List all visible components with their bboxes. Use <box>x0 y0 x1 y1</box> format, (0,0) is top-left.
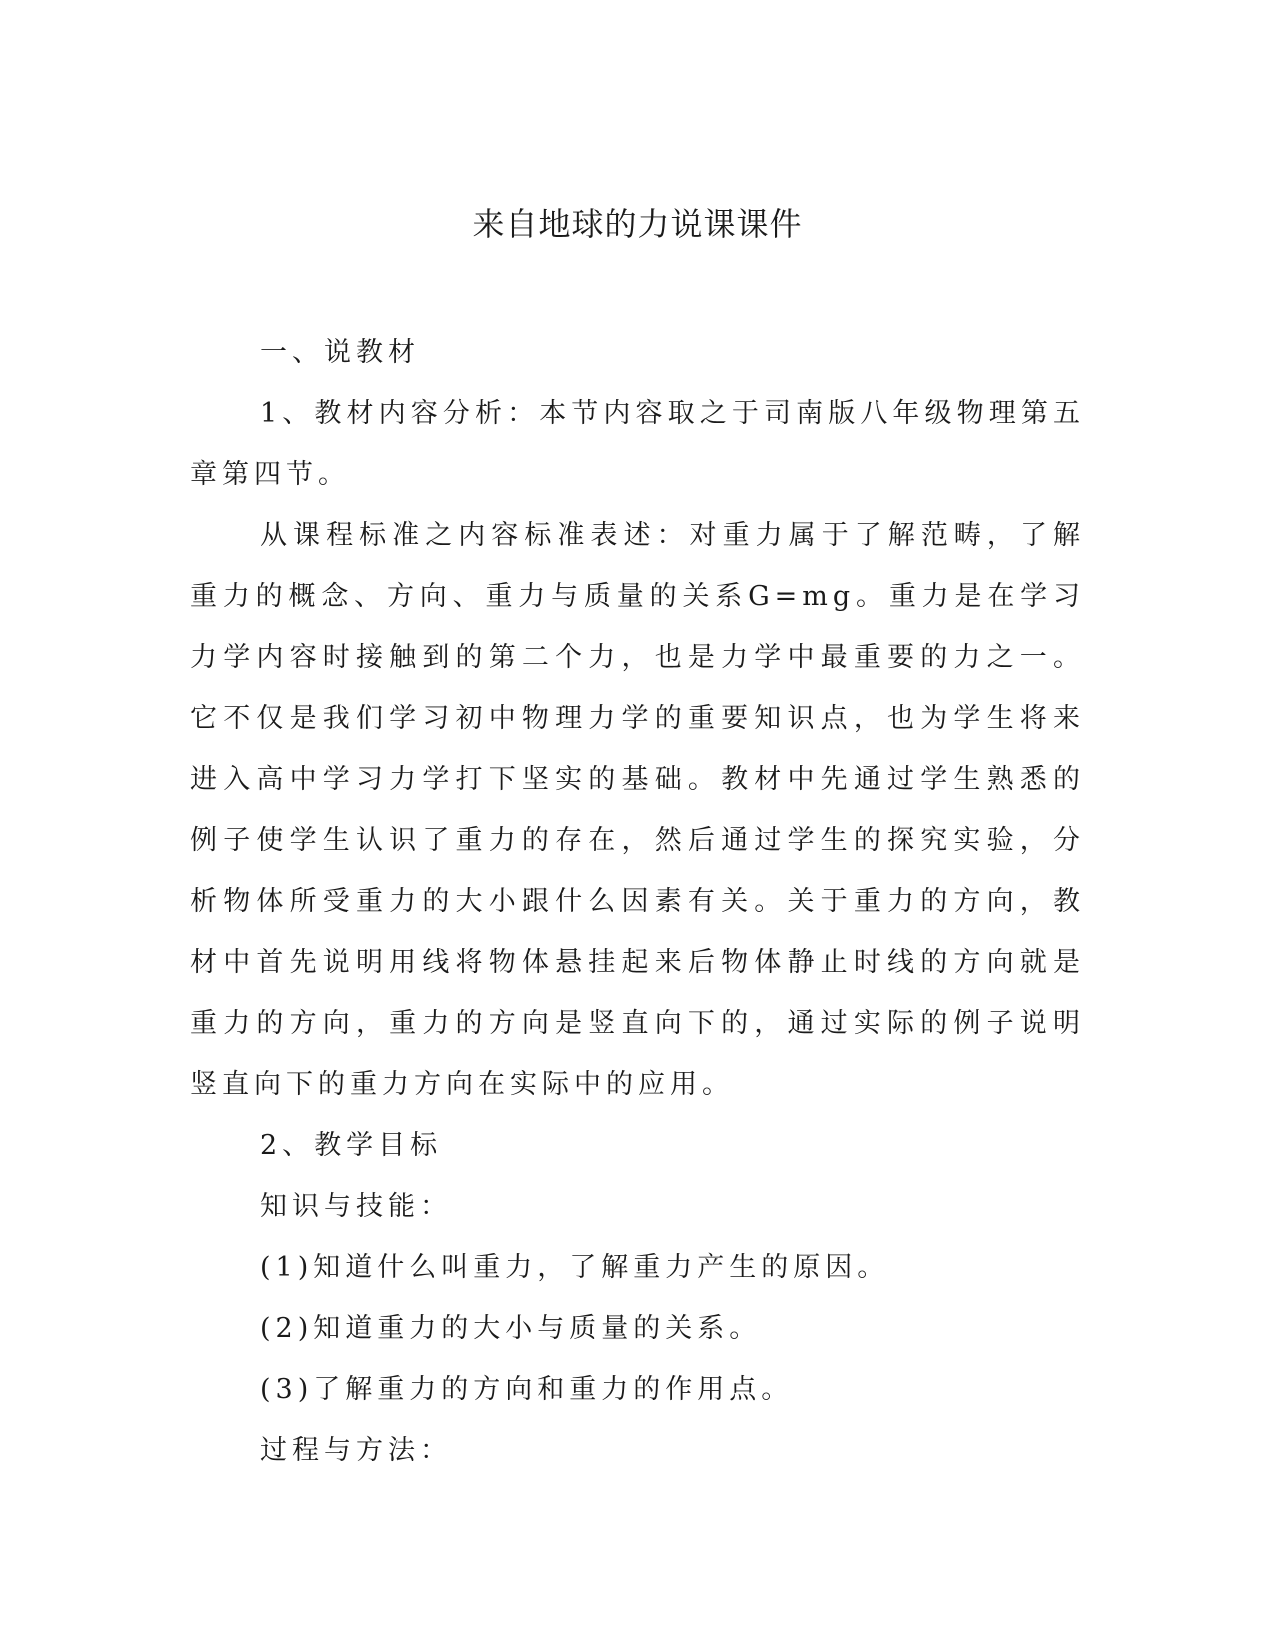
list-item-goal-1: (1)知道什么叫重力，了解重力产生的原因。 <box>260 1252 890 1283</box>
paragraph-curriculum-standard: 从课程标准之内容标准表述：对重力属于了解范畴，了解重力的概念、方向、重力与质量的关系G=mg。重力是在学习力学内容时接触到的第二个力，也是力学中最重要的力之一。它不仅是我们学习初中物理力学的重要知识点，也为学生将来进入高中学习力学打下坚实的基础。教材中先通过学生熟悉的例子使学生认识了重力的存在，然后通过学生的探究实验，分析物体所受重力的大小跟什么因素有关。关于重力的方向，教材中首先说明用线将物体悬挂起来后物体静止时线的方向就是重力的方向，重力的方向是竖直向下的，通过实际的例子说明竖直向下的重力方向在实际中的应用。 <box>190 520 1085 1100</box>
section-heading-teaching-goals: 2、教学目标 <box>260 1130 443 1161</box>
document-body <box>190 322 1085 1481</box>
subheading-knowledge-skills: 知识与技能： <box>260 1191 452 1222</box>
list-item-goal-3: (3)了解重力的方向和重力的作用点。 <box>260 1374 794 1405</box>
section-heading-textbook: 一、说教材 <box>260 337 420 368</box>
subheading-process-methods: 过程与方法： <box>260 1435 452 1466</box>
document-title: 来自地球的力说课课件 <box>472 205 803 243</box>
paragraph-content-analysis: 1、教材内容分析：本节内容取之于司南版八年级物理第五章第四节。 <box>190 398 1085 490</box>
list-item-goal-2: (2)知道重力的大小与质量的关系。 <box>260 1313 762 1344</box>
